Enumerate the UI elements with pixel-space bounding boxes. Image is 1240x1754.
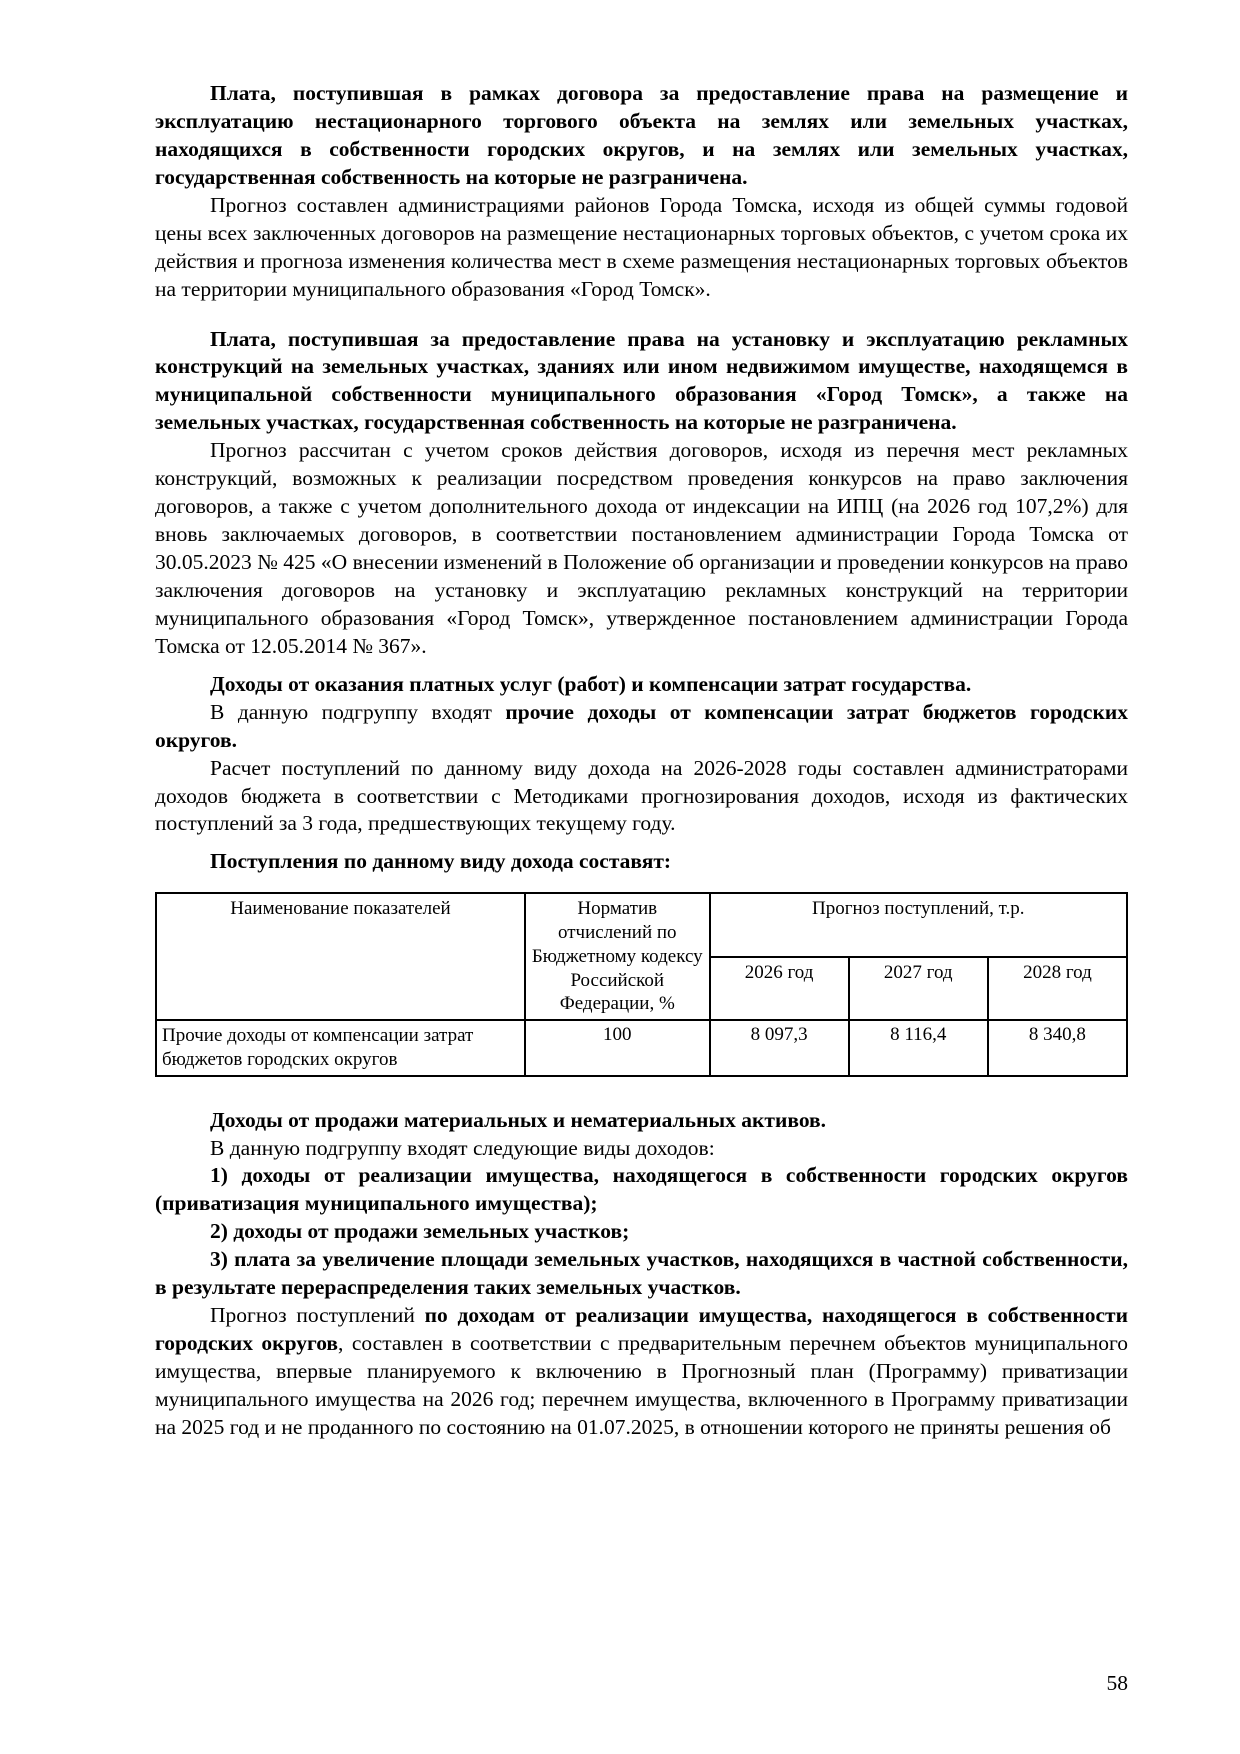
text-bold: прочие доходы от компенсации затрат бюджетов городских округов. [155, 699, 1128, 752]
paragraph-table-intro: Поступления по данному виду дохода составят: [210, 849, 672, 874]
paragraph-nto-payment-heading: Плата, поступившая в рамках договора за предоставление права на размещение и эксплуатацию нестационарного торгового объекта на землях или земельных участках, находящихся в собственности городских округов, и на землях или земельных участках, государственная собственность на которые не разграничена. [155, 81, 1128, 189]
page-number: 58 [1106, 1671, 1128, 1695]
paragraph-income-item-1: 1) доходы от реализации имущества, находящегося в собственности городских округов (приватизация муниципального имущества); [155, 1163, 1128, 1216]
paragraph-subgroup-contents [155, 699, 1128, 755]
table-cell-name: Прочие доходы от компенсации затрат бюджетов городских округов [156, 1020, 525, 1076]
table-cell-norm: 100 [525, 1020, 710, 1076]
table-cell-2028: 8 340,8 [988, 1020, 1127, 1076]
paragraph-assets-sale-heading: Доходы от продажи материальных и нематериальных активов. [210, 1107, 827, 1132]
paragraph-property-sale-forecast [155, 1302, 1128, 1442]
table-header-year-2028: 2028 год [988, 957, 1127, 1020]
table-header-forecast: Прогноз поступлений, т.р. [710, 893, 1127, 956]
table-cell-2027: 8 116,4 [849, 1020, 988, 1076]
table-header-year-2026: 2026 год [710, 957, 849, 1020]
paragraph-advertising-forecast: Прогноз рассчитан с учетом сроков действия договоров, исходя из перечня мест рекламных конструкций, возможных к реализации посредством проведения конкурсов на право заключения договоров, а также с учетом дополнительного дохода от индексации на ИПЦ (на 2026 год 107,2%) для вновь заключаемых договоров, в соответствии постановлением администрации Города Томска от 30.05.2023 № 425 «О внесении изменений в Положение об организации и проведении конкурсов на право заключения договоров на установку и эксплуатацию рекламных конструкций на территории муниципального образования «Город Томск», утвержденное постановлением администрации Города Томска от 12.05.2014 № 367». [155, 438, 1128, 658]
table-header-year-2027: 2027 год [849, 957, 988, 1020]
spacer [155, 661, 1128, 671]
text-plain: В данную подгруппу входят [210, 699, 506, 724]
table-header-norm: Норматив отчислений по Бюджетному кодексу Российской Федерации, % [525, 893, 710, 1020]
text-plain: Прогноз поступлений [210, 1303, 425, 1328]
paragraph-income-item-2: 2) доходы от продажи земельных участков; [210, 1219, 630, 1244]
table-row [156, 1020, 1127, 1076]
text-bold: по доходам от реализации имущества, находящегося в собственности городских округов [155, 1303, 1128, 1356]
table-header-name: Наименование показателей [156, 893, 525, 1020]
paragraph-income-item-3: 3) плата за увеличение площади земельных участков, находящихся в частной собственности, в результате перераспределения таких земельных участков. [155, 1247, 1128, 1300]
paragraph-calculation-method: Расчет поступлений по данному виду дохода на 2026-2028 годы составлен администраторами доходов бюджета в соответствии с Методиками прогнозирования доходов, исходя из фактических поступлений за 3 года, предшествующих текущему году. [155, 755, 1128, 836]
table-cell-2026: 8 097,3 [710, 1020, 849, 1076]
spacer [155, 304, 1128, 326]
income-forecast-table [155, 892, 1128, 1076]
table-header-row [156, 893, 1127, 956]
paragraph-advertising-payment-heading: Плата, поступившая за предоставление права на установку и эксплуатацию рекламных конструкций на земельных участках, зданиях или ином недвижимом имуществе, находящемся в муниципальной собственности муниципального образования «Город Томск», а также на земельных участках, государственная собственность на которые не разграничена. [155, 326, 1128, 435]
paragraph-paid-services-heading: Доходы от оказания платных услуг (работ) и компенсации затрат государства. [210, 671, 972, 696]
text-plain-2: , составлен в соответствии с предварительным перечнем объектов муниципального имущества, впервые планируемого к включению в Прогнозный план (Программу) приватизации муниципального имущества на 2026 год; перечнем имущества, включенного в Программу приватизации на 2025 год и не проданного по состоянию на 01.07.2025, в отношении которого не приняты решения об [155, 1331, 1129, 1439]
spacer [155, 1077, 1128, 1107]
spacer [155, 838, 1128, 848]
paragraph-subgroup-list-intro: В данную подгруппу входят следующие виды доходов: [210, 1135, 715, 1160]
paragraph-nto-forecast: Прогноз составлен администрациями районов Города Томска, исходя из общей суммы годовой цены всех заключенных договоров на размещение нестационарных торговых объектов, с учетом срока их действия и прогноза изменения количества мест в схеме размещения нестационарных торговых объектов на территории муниципального образования «Город Томск». [155, 192, 1128, 301]
